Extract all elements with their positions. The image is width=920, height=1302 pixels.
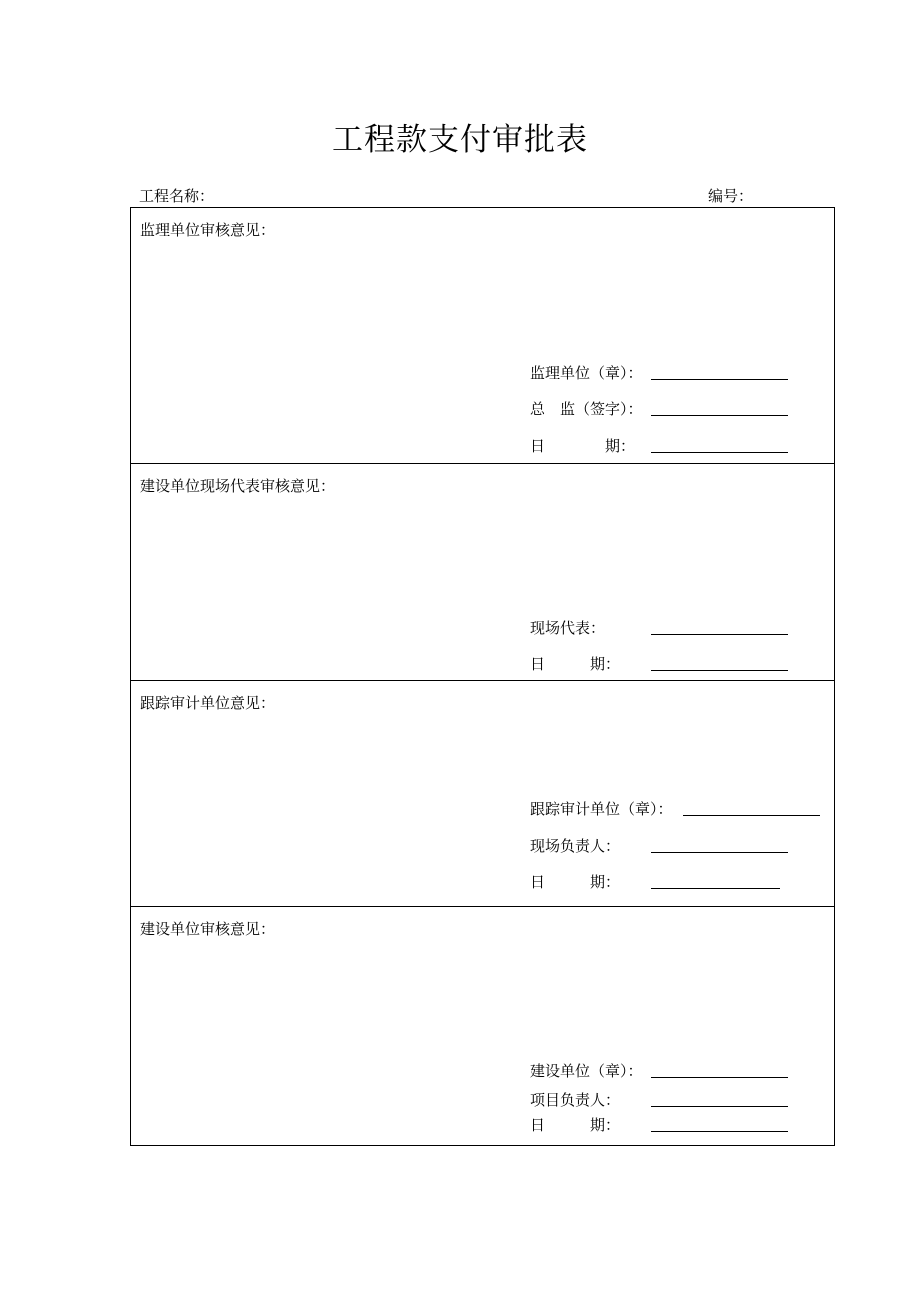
audit-date-label: 日 期： <box>530 873 621 891</box>
audit-unit-seal-line[interactable] <box>683 815 820 816</box>
site-representative-label: 现场代表： <box>530 619 606 637</box>
supervision-date-label: 日 期： <box>530 437 636 455</box>
project-leader-line[interactable] <box>651 1106 788 1107</box>
supervision-review-section <box>131 208 834 463</box>
chief-supervisor-signature-line[interactable] <box>651 415 788 416</box>
owner-unit-seal-line[interactable] <box>651 1077 788 1078</box>
owner-review-section <box>131 906 834 1145</box>
audit-site-leader-label: 现场负责人： <box>530 837 621 855</box>
site-representative-date-line[interactable] <box>651 670 788 671</box>
tracking-audit-label: 跟踪审计单位意见： <box>140 694 276 712</box>
site-representative-line[interactable] <box>651 634 788 635</box>
supervision-date-line[interactable] <box>651 452 788 453</box>
project-name-label: 工程名称： <box>139 187 215 205</box>
site-representative-review-section <box>131 463 834 680</box>
audit-site-leader-line[interactable] <box>651 852 788 853</box>
site-representative-review-label: 建设单位现场代表审核意见： <box>140 477 336 495</box>
audit-unit-seal-label: 跟踪审计单位（章）： <box>530 800 673 818</box>
owner-unit-seal-label: 建设单位（章）： <box>530 1062 643 1080</box>
supervision-unit-seal-line[interactable] <box>651 379 788 380</box>
audit-date-line[interactable] <box>651 888 780 889</box>
approval-form-table <box>130 207 835 1146</box>
owner-review-label: 建设单位审核意见： <box>140 920 276 938</box>
tracking-audit-section <box>131 680 834 906</box>
number-label: 编号： <box>708 187 754 205</box>
supervision-review-label: 监理单位审核意见： <box>140 221 276 239</box>
form-title: 工程款支付审批表 <box>332 122 588 158</box>
owner-date-label: 日 期： <box>530 1116 621 1134</box>
supervision-unit-seal-label: 监理单位（章）： <box>530 364 643 382</box>
chief-supervisor-signature-label: 总 监（签字）： <box>530 400 643 418</box>
site-representative-date-label: 日 期： <box>530 655 621 673</box>
project-leader-label: 项目负责人： <box>530 1091 621 1109</box>
owner-date-line[interactable] <box>651 1131 788 1132</box>
